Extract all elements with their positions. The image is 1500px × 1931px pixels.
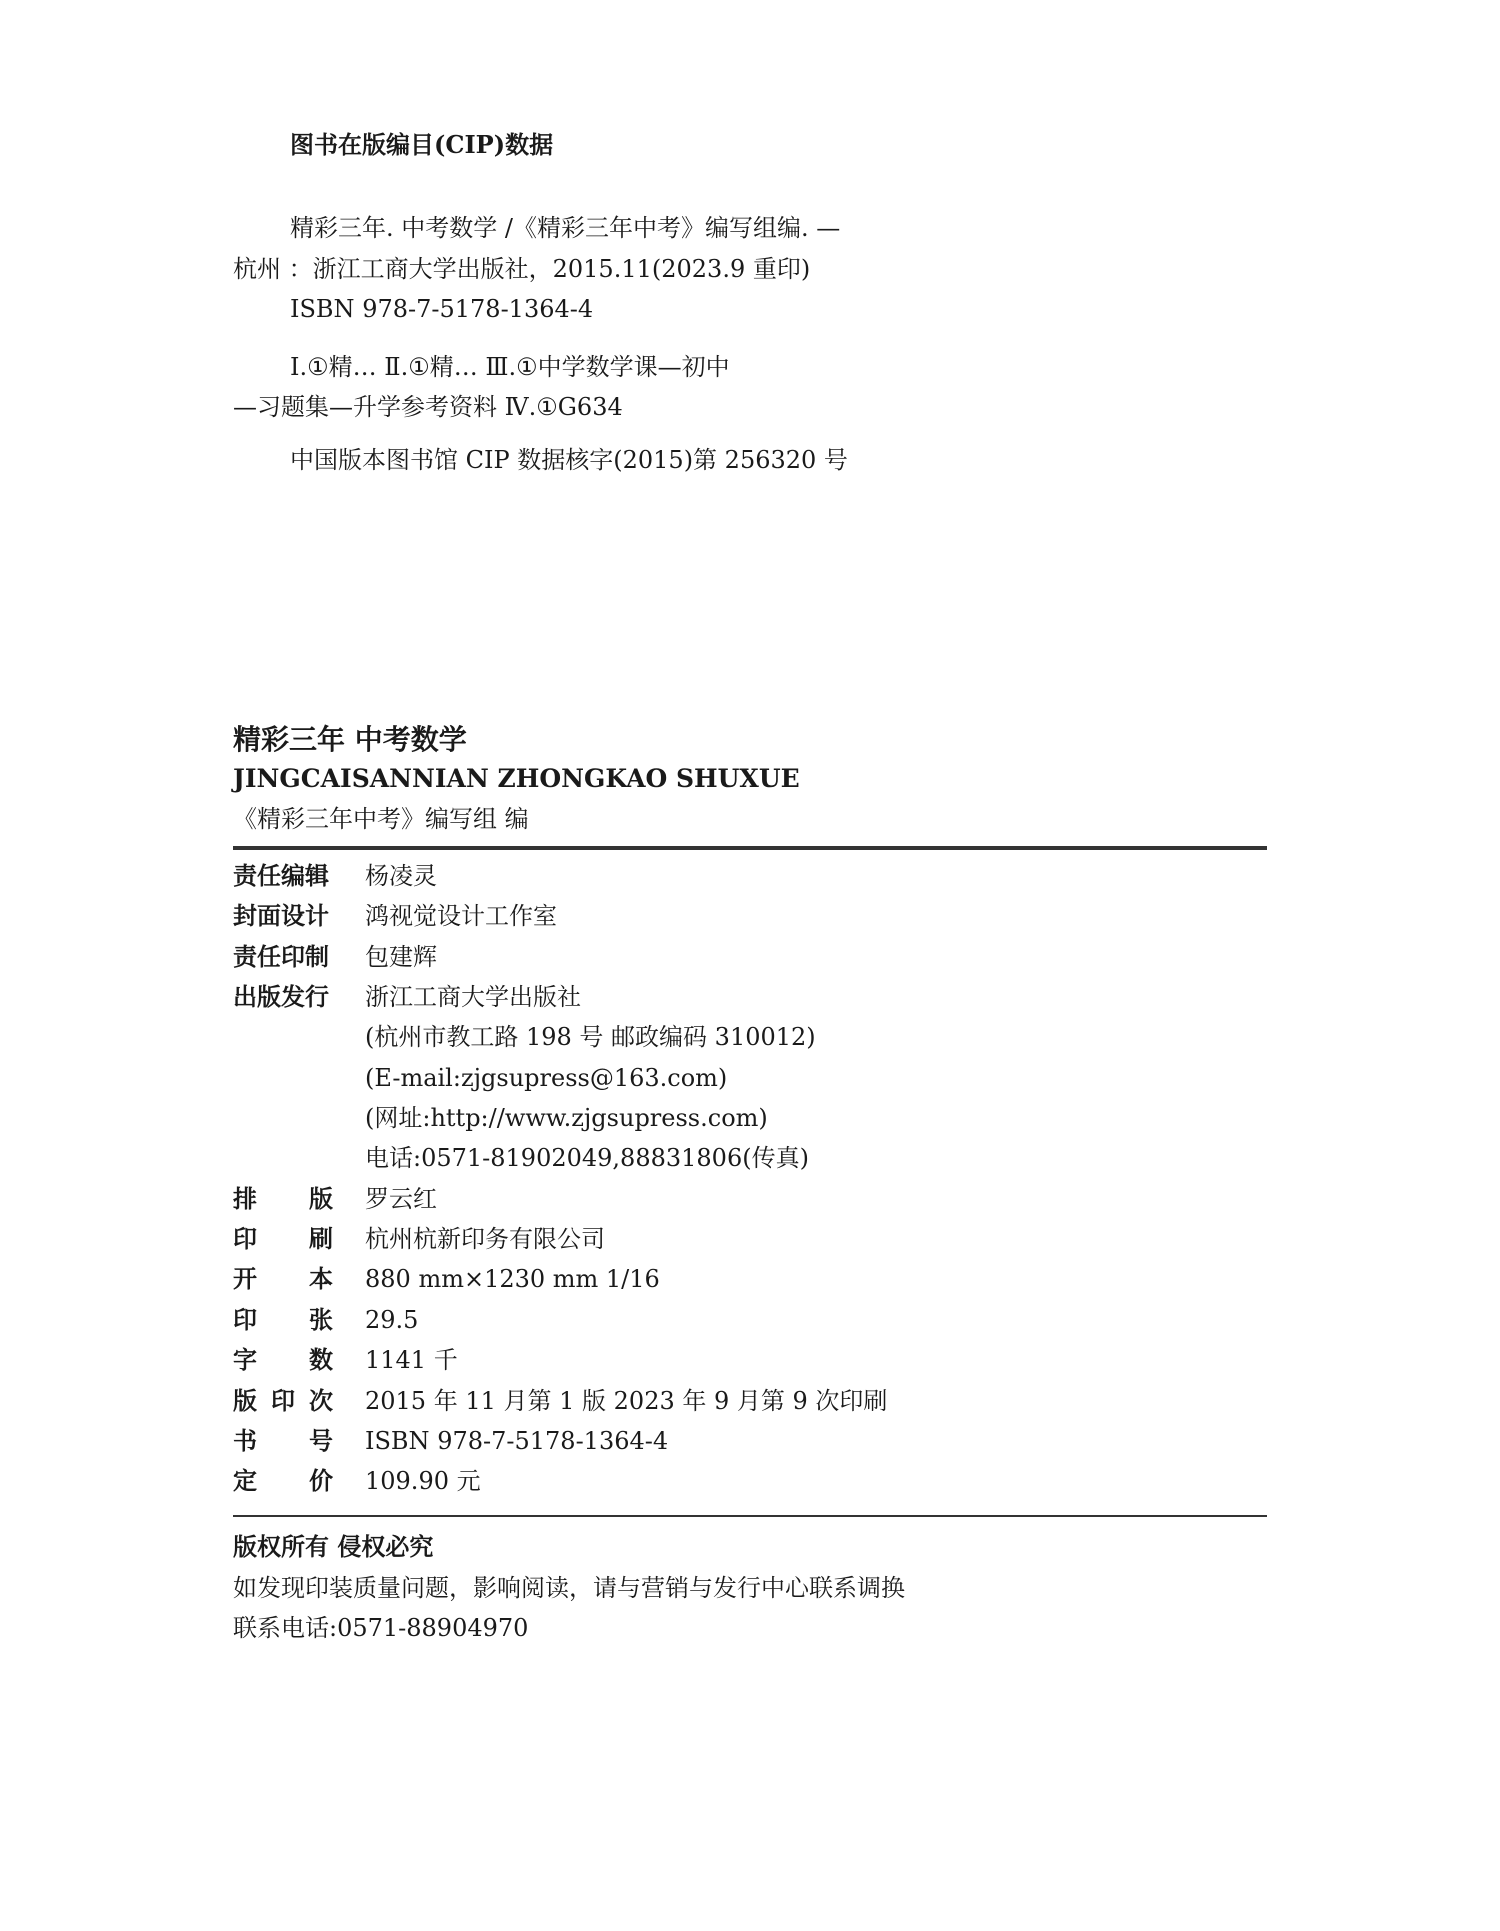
label-price xyxy=(233,1466,333,1496)
value-typesetting: 罗云红 xyxy=(365,1185,437,1213)
label-book-number xyxy=(233,1426,333,1456)
cip-heading: 图书在版编目(CIP)数据 xyxy=(290,130,554,159)
value-printing: 杭州杭新印务有限公司 xyxy=(365,1225,605,1253)
value-responsible-editor: 杨凌灵 xyxy=(365,862,437,890)
label-char: 张 xyxy=(309,1305,333,1334)
top-divider xyxy=(233,846,1267,850)
book-title-pinyin: JINGCAISANNIAN ZHONGKAO SHUXUE xyxy=(233,764,800,793)
label-publisher: 出版发行 xyxy=(233,982,329,1011)
label-edition xyxy=(233,1386,333,1416)
label-char: 版 xyxy=(309,1184,333,1213)
value-book-number: ISBN 978-7-5178-1364-4 xyxy=(365,1427,669,1455)
label-char: 定 xyxy=(233,1466,257,1495)
value-word-count: 1141 千 xyxy=(365,1346,458,1374)
copyright-notice: 版权所有 侵权必究 xyxy=(233,1532,434,1561)
publisher-website: (网址:http://www.zjgsupress.com) xyxy=(365,1104,768,1132)
cip-line-2: 杭州 ：浙江工商大学出版社，2015.11(2023.9 重印) xyxy=(233,255,811,283)
label-printed-sheets xyxy=(233,1305,333,1335)
label-char: 印 xyxy=(233,1305,257,1334)
label-word-count xyxy=(233,1345,333,1375)
book-editor-line: 《精彩三年中考》编写组 编 xyxy=(233,805,529,833)
cip-classification-1: Ⅰ.①精… Ⅱ.①精… Ⅲ.①中学数学课—初中 xyxy=(290,353,730,381)
cip-line-1: 精彩三年. 中考数学 /《精彩三年中考》编写组编. — xyxy=(290,214,841,242)
publisher-address: (杭州市教工路 198 号 邮政编码 310012) xyxy=(365,1023,816,1051)
label-char: 书 xyxy=(233,1426,257,1455)
label-char: 本 xyxy=(309,1264,333,1293)
value-price: 109.90 元 xyxy=(365,1467,481,1495)
label-char: 价 xyxy=(309,1466,333,1495)
label-char: 印 xyxy=(233,1224,257,1253)
book-title: 精彩三年 中考数学 xyxy=(233,723,467,756)
value-edition: 2015 年 11 月第 1 版 2023 年 9 月第 9 次印刷 xyxy=(365,1387,888,1415)
value-format: 880 mm×1230 mm 1/16 xyxy=(365,1265,660,1293)
label-char: 号 xyxy=(309,1426,333,1455)
label-char: 排 xyxy=(233,1184,257,1213)
label-print-supervisor: 责任印制 xyxy=(233,942,329,971)
label-printing xyxy=(233,1224,333,1254)
label-char: 印 xyxy=(271,1386,295,1415)
publisher-phone: 电话:0571-81902049,88831806(传真) xyxy=(365,1144,809,1172)
label-format xyxy=(233,1264,333,1294)
label-char: 刷 xyxy=(309,1224,333,1253)
value-print-supervisor: 包建辉 xyxy=(365,943,437,971)
label-char: 开 xyxy=(233,1264,257,1293)
label-responsible-editor: 责任编辑 xyxy=(233,861,329,890)
bottom-divider xyxy=(233,1515,1267,1517)
quality-notice: 如发现印装质量问题，影响阅读，请与营销与发行中心联系调换 xyxy=(233,1574,905,1602)
label-char: 次 xyxy=(309,1386,333,1415)
value-printed-sheets: 29.5 xyxy=(365,1306,419,1334)
label-cover-design: 封面设计 xyxy=(233,901,329,930)
publisher-email: (E-mail:zjgsupress@163.com) xyxy=(365,1064,728,1092)
cip-classification-2: —习题集—升学参考资料 Ⅳ.①G634 xyxy=(233,393,623,421)
cip-record-number: 中国版本图书馆 CIP 数据核字(2015)第 256320 号 xyxy=(290,446,848,474)
label-char: 字 xyxy=(233,1345,257,1374)
label-typesetting xyxy=(233,1184,333,1214)
value-cover-design: 鸿视觉设计工作室 xyxy=(365,902,557,930)
label-char: 数 xyxy=(309,1345,333,1374)
cip-isbn: ISBN 978-7-5178-1364-4 xyxy=(290,295,594,323)
value-publisher: 浙江工商大学出版社 xyxy=(365,983,581,1011)
label-char: 版 xyxy=(233,1386,257,1415)
contact-phone: 联系电话:0571-88904970 xyxy=(233,1614,529,1642)
